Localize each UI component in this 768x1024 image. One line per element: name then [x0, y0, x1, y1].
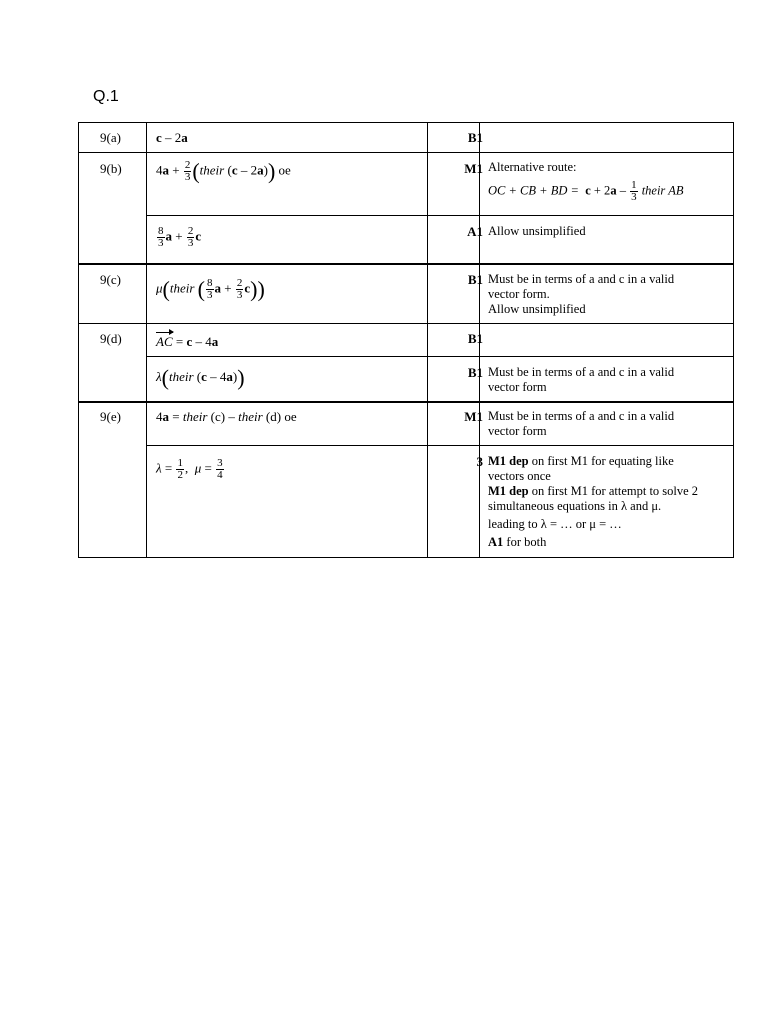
answer-expression: AC = c – 4a: [156, 334, 219, 349]
question-number: 9(e): [100, 409, 121, 424]
answer-expression: 4a + $\frac{2}{3}$ (their (c – 2a)) oe: [156, 158, 291, 184]
question-number: 9(b): [100, 161, 122, 176]
table-rule: [78, 323, 734, 324]
answer-expression: μ(their ( $\frac{8}{3}$ a + $\frac{2}{3}$ c)): [156, 276, 265, 302]
mark-code: B1: [467, 331, 483, 346]
table-rule: [146, 215, 734, 216]
question-number: 9(c): [100, 272, 121, 287]
comment: simultaneous equations in λ and μ.: [488, 499, 662, 513]
table-rule: [78, 263, 734, 265]
table-rule: [78, 557, 734, 558]
question-number: 9(a): [100, 130, 121, 145]
mark-code: B1: [467, 365, 483, 380]
table-rule: [78, 122, 734, 123]
comment: Must be in terms of a and c in a valid: [488, 409, 675, 423]
table-rule: [427, 122, 428, 558]
answer-expression: $\frac{8}{3}$ a + $\frac{2}{3}$ c: [158, 225, 202, 249]
table-rule: [78, 152, 734, 153]
mark-code: M1: [464, 409, 483, 424]
comment: M1 dep on first M1 for equating like: [488, 454, 674, 468]
table-rule: [78, 122, 79, 558]
question-title: Q.1: [93, 88, 119, 105]
comment: leading to λ = … or μ = …: [488, 517, 622, 531]
comment: M1 dep on first M1 for attempt to solve 2: [488, 484, 699, 498]
comment: Alternative route:: [488, 160, 577, 174]
table-rule: [146, 122, 147, 558]
comment: A1 for both: [488, 535, 547, 549]
comment: Must be in terms of a and c in a valid: [488, 365, 675, 379]
comment: vector form: [488, 424, 547, 438]
table-rule: [146, 356, 734, 357]
comment: Must be in terms of a and c in a valid: [488, 272, 675, 286]
comment: Allow unsimplified: [488, 224, 586, 238]
table-rule: [146, 445, 734, 446]
mark-code: 3: [476, 454, 483, 469]
table-rule: [733, 122, 734, 558]
comment: vector form: [488, 380, 547, 394]
comment: vector form.: [488, 287, 550, 301]
answer-expression: λ = $\frac{1}{2}$ , μ = $\frac{3}{4}$: [156, 457, 223, 481]
answer-expression: 4a = their (c) – their (d) oe: [156, 409, 297, 424]
answer-expression: λ(their (c – 4a)): [156, 365, 245, 390]
mark-code: B1: [467, 272, 483, 287]
comment: vectors once: [488, 469, 551, 483]
comment: Allow unsimplified: [488, 302, 586, 316]
answer-expression: c – 2a: [156, 130, 188, 145]
mark-code: B1: [467, 130, 483, 145]
mark-code: A1: [467, 224, 483, 239]
comment-formula: OC + CB + BD = c + 2a – $\frac{1}{3}$ their AB: [488, 179, 684, 203]
mark-code: M1: [464, 161, 483, 176]
table-rule: [78, 401, 734, 403]
question-number: 9(d): [100, 331, 122, 346]
